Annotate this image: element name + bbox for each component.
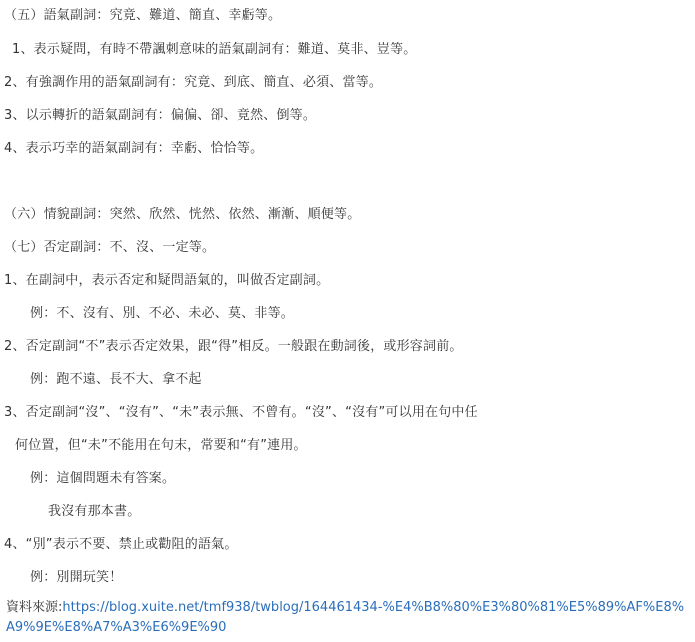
section7-item3-line2: 何位置，但“未”不能用在句末，常要和“有”連用。 <box>15 438 307 453</box>
section7-heading: （七）否定副詞：不、沒、一定等。 <box>4 240 216 255</box>
section7-item3-example2: 我沒有那本書。 <box>48 504 141 519</box>
section7-item1-example: 例：不、沒有、別、不必、未必、莫、非等。 <box>30 306 295 321</box>
source-label: 資料來源: <box>6 600 63 615</box>
section5-item3: 3、以示轉折的語氣副詞有：偏偏、卻、竟然、倒等。 <box>4 108 317 123</box>
section7-item4-example: 例：別開玩笑！ <box>30 570 123 585</box>
section6-heading: （六）情貌副詞：突然、欣然、恍然、依然、漸漸、順便等。 <box>4 207 361 222</box>
source-citation <box>6 598 692 638</box>
section7-item2-example: 例：跑不遠、長不大、拿不起 <box>30 372 202 387</box>
section5-item4: 4、表示巧幸的語氣副詞有：幸虧、恰恰等。 <box>4 141 264 156</box>
section7-item2: 2、否定副詞“不”表示否定效果，跟“得”相反。一般跟在動詞後，或形容詞前。 <box>4 339 463 354</box>
section7-item3-line1: 3、否定副詞“沒”、“沒有”、“未”表示無、不曾有。“沒”、“沒有”可以用在句中任 <box>4 405 478 420</box>
section5-item1: 1、表示疑問，有時不帶諷刺意味的語氣副詞有：難道、莫非、豈等。 <box>12 42 417 57</box>
section7-item4: 4、“別”表示不要、禁止或勸阻的語氣。 <box>4 537 238 552</box>
section7-item3-example1: 例：這個問題未有答案。 <box>30 471 176 486</box>
section5-item2: 2、有強調作用的語氣副詞有：究竟、到底、簡直、必須、當等。 <box>4 75 383 90</box>
section7-item1: 1、在副詞中，表示否定和疑問語氣的，叫做否定副詞。 <box>4 273 330 288</box>
source-link[interactable]: https://blog.xuite.net/tmf938/twblog/164461434-%E4%B8%80%E3%80%81%E5%89%AF%E8%A9%9E%E8%A7%A3%E6%9E%90 <box>6 600 685 635</box>
section5-heading: （五）語氣副詞：究竟、難道、簡直、幸虧等。 <box>4 8 282 23</box>
